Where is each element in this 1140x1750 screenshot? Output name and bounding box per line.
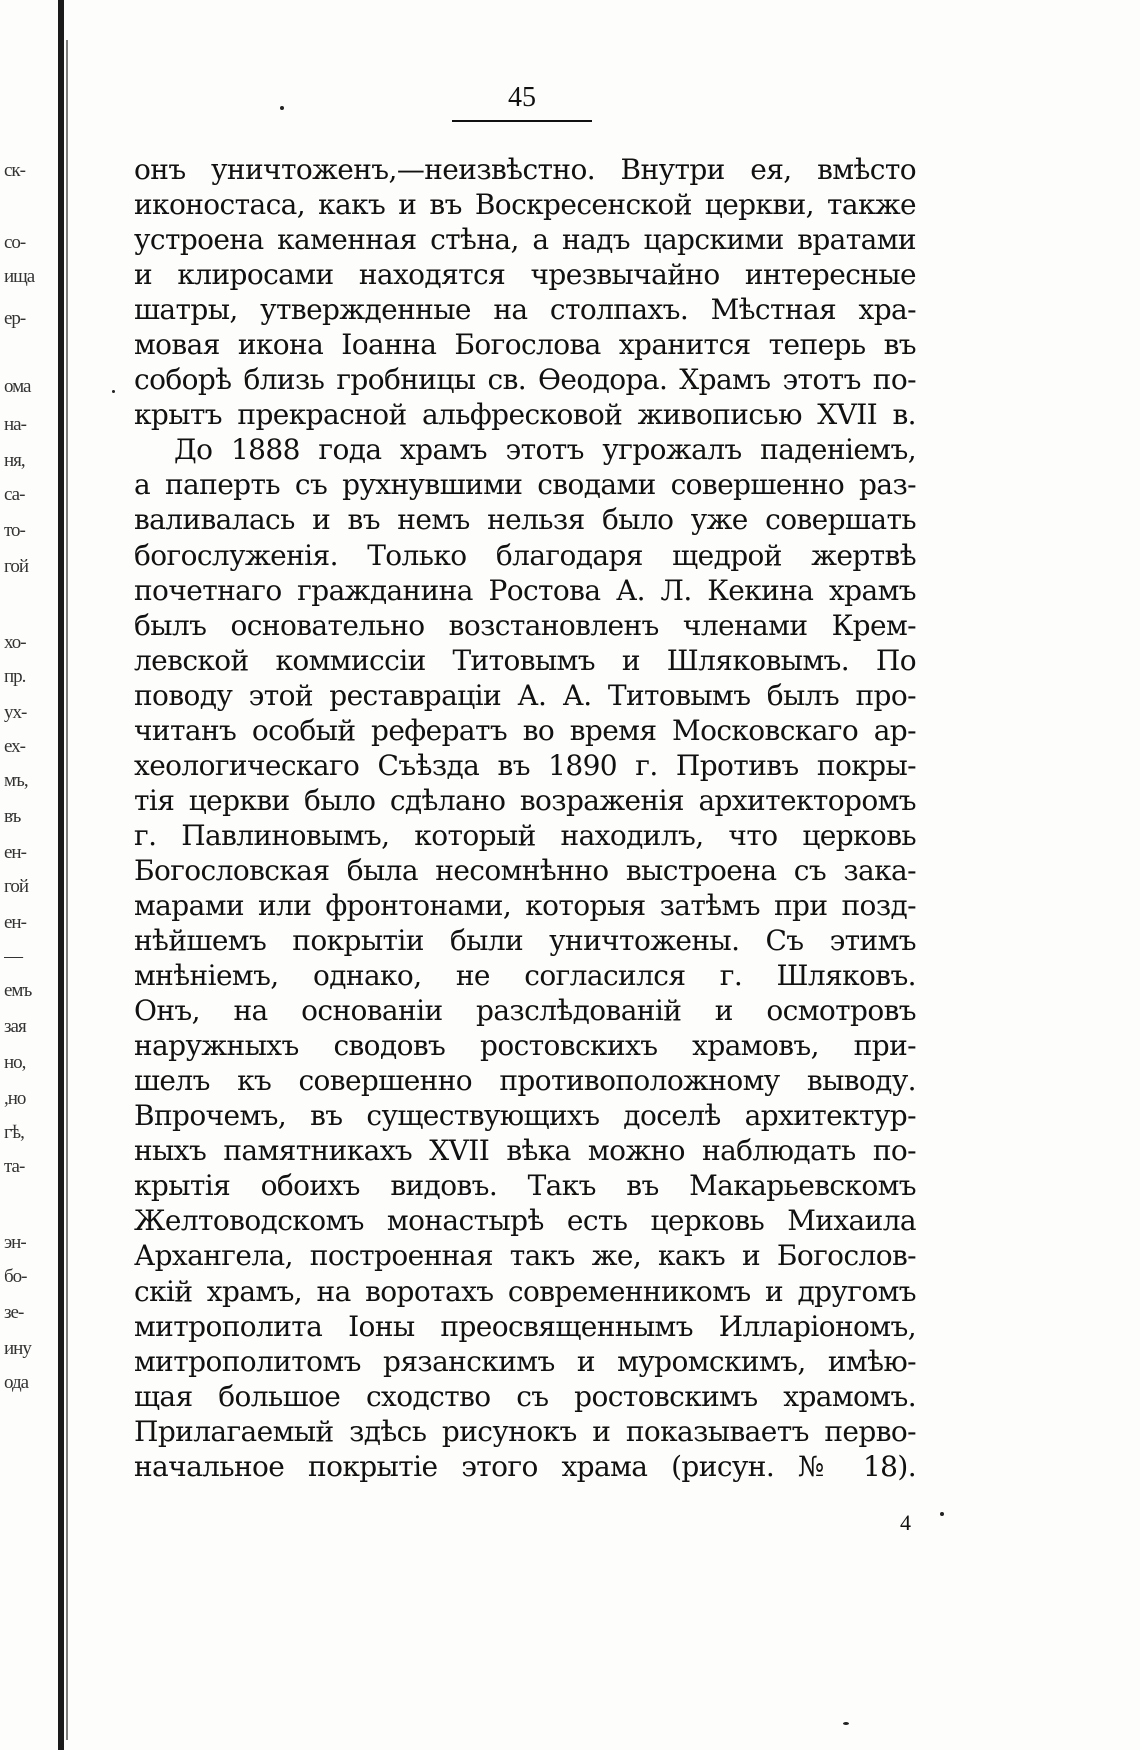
text-line: мовая икона Іоанна Богослова хранится теперь въ — [134, 328, 916, 362]
text-line: а паперть съ рухнувшими сводами совершенно раз- — [134, 468, 916, 502]
text-line: шелъ къ совершенно противоположному выводу. — [134, 1064, 916, 1098]
text-line: шатры, утвержденные на столпахъ. Мѣстная хра- — [134, 293, 916, 327]
text-line: мнѣніемъ, однако, не согласился г. Шляковъ. — [134, 959, 916, 993]
facing-fragment: ен- — [4, 842, 26, 863]
text-line: Архангела, построенная такъ же, какъ и Богослов- — [134, 1239, 916, 1273]
facing-fragment: но, — [4, 1052, 26, 1073]
scan-speck — [940, 1512, 944, 1516]
facing-fragment: — — [4, 946, 22, 967]
facing-fragment: ух- — [4, 702, 27, 723]
facing-fragment: зая — [4, 1016, 26, 1037]
facing-fragment: ер- — [4, 308, 26, 329]
text-line: Онъ, на основаніи разслѣдованій и осмотровъ — [134, 994, 916, 1028]
facing-fragment: на- — [4, 414, 26, 435]
text-line: митрополитомъ рязанскимъ и муромскимъ, имѣю- — [134, 1344, 916, 1378]
scan-speck — [843, 1722, 849, 1725]
book-binding-edge — [58, 0, 64, 1750]
facing-fragment: ода — [4, 1372, 29, 1393]
text-line: поводу этой реставраціи А. А. Титовымъ былъ про- — [134, 678, 916, 712]
facing-fragment: со- — [4, 232, 26, 253]
text-line: марами или фронтонами, которыя затѣмъ при позд- — [134, 888, 916, 922]
text-line: Впрочемъ, въ существующихъ доселѣ архитектур- — [134, 1099, 916, 1133]
facing-page-fragments — [4, 0, 54, 1750]
text-line: почетнаго гражданина Ростова А. Л. Кекина храмъ — [134, 573, 916, 607]
text-line: митрополита Іоны преосвященнымъ Илларіономъ, — [134, 1309, 916, 1343]
facing-fragment: гѣ, — [4, 1122, 24, 1143]
text-line: скій храмъ, на воротахъ современникомъ и другомъ — [134, 1274, 916, 1308]
text-line: онъ уничтоженъ,—неизвѣстно. Внутри ея, вмѣсто — [134, 153, 916, 186]
signature-mark: 4 — [900, 1510, 911, 1535]
text-line: нѣйшемъ покрытіи были уничтожены. Съ этимъ — [134, 924, 916, 958]
text-line: Богословская была несомнѣнно выстроена съ зака- — [134, 853, 916, 887]
text-line: ныхъ памятникахъ XVII вѣка можно наблюдать по- — [134, 1134, 916, 1168]
text-line: тія церкви было сдѣлано возраженія архитекторомъ — [134, 783, 916, 817]
facing-fragment: мъ, — [4, 770, 28, 791]
facing-fragment: ех- — [4, 736, 26, 757]
text-line: былъ основательно возстановленъ членами Крем- — [134, 608, 916, 642]
facing-fragment: эн- — [4, 1232, 26, 1253]
page-number: 45 — [508, 82, 536, 113]
facing-fragment: ня, — [4, 450, 25, 471]
facing-fragment: то- — [4, 520, 25, 541]
facing-fragment: хо- — [4, 632, 26, 653]
text-line: соборѣ близь гробницы св. Ѳеодора. Храмъ этотъ по- — [134, 363, 916, 397]
text-line: До 1888 года храмъ этотъ угрожалъ паденіемъ, — [174, 433, 916, 467]
facing-fragment: са- — [4, 484, 25, 505]
facing-fragment: ища — [4, 266, 35, 287]
text-line: хеологическаго Съѣзда въ 1890 г. Противъ покры- — [134, 748, 916, 782]
facing-fragment: ину — [4, 1338, 31, 1359]
facing-fragment: ск- — [4, 160, 25, 181]
facing-fragment: та- — [4, 1156, 25, 1177]
text-line: Прилагаемый здѣсь рисунокъ и показываетъ перво- — [134, 1414, 916, 1448]
facing-fragment: въ — [4, 806, 21, 827]
facing-fragment: гой — [4, 556, 28, 577]
facing-fragment: бо- — [4, 1266, 27, 1287]
text-line: крытія обоихъ видовъ. Такъ въ Макарьевскомъ — [134, 1169, 916, 1203]
text-line: левской коммиссіи Титовымъ и Шляковымъ. По — [134, 643, 916, 677]
facing-fragment: ома — [4, 376, 31, 397]
body-text — [134, 152, 916, 1484]
facing-fragment: ,но — [4, 1088, 26, 1109]
book-binding-shadow — [66, 40, 68, 1740]
text-line: иконостаса, какъ и въ Воскресенской церкви, также — [134, 188, 916, 222]
text-line: крытъ прекрасной альфресковой живописью XVII в. — [134, 398, 916, 432]
facing-fragment: пр. — [4, 666, 26, 687]
scan-speck — [280, 106, 284, 110]
text-line: Желтоводскомъ монастырѣ есть церковь Михаила — [134, 1204, 916, 1238]
text-line: начальное покрытіе этого храма (рисун. № 18). — [134, 1449, 916, 1483]
text-line: щая большое сходство съ ростовскимъ храмомъ. — [134, 1379, 916, 1413]
facing-fragment: гой — [4, 876, 28, 897]
text-line: и клиросами находятся чрезвычайно интересные — [134, 258, 916, 292]
facing-fragment: зе- — [4, 1302, 24, 1323]
text-line: богослуженія. Только благодаря щедрой жертвѣ — [134, 538, 916, 572]
text-line: наружныхъ сводовъ ростовскихъ храмовъ, при- — [134, 1029, 916, 1063]
text-line: читанъ особый рефератъ во время Московскаго ар- — [134, 713, 916, 747]
text-line: валивалась и въ немъ нельзя было уже совершать — [134, 503, 916, 537]
text-line: устроена каменная стѣна, а надъ царскими вратами — [134, 223, 916, 257]
facing-fragment: емъ — [4, 980, 32, 1001]
header-rule — [452, 120, 592, 122]
scan-speck — [112, 390, 115, 393]
text-line: г. Павлиновымъ, который находилъ, что церковь — [134, 818, 916, 852]
facing-fragment: ен- — [4, 912, 26, 933]
